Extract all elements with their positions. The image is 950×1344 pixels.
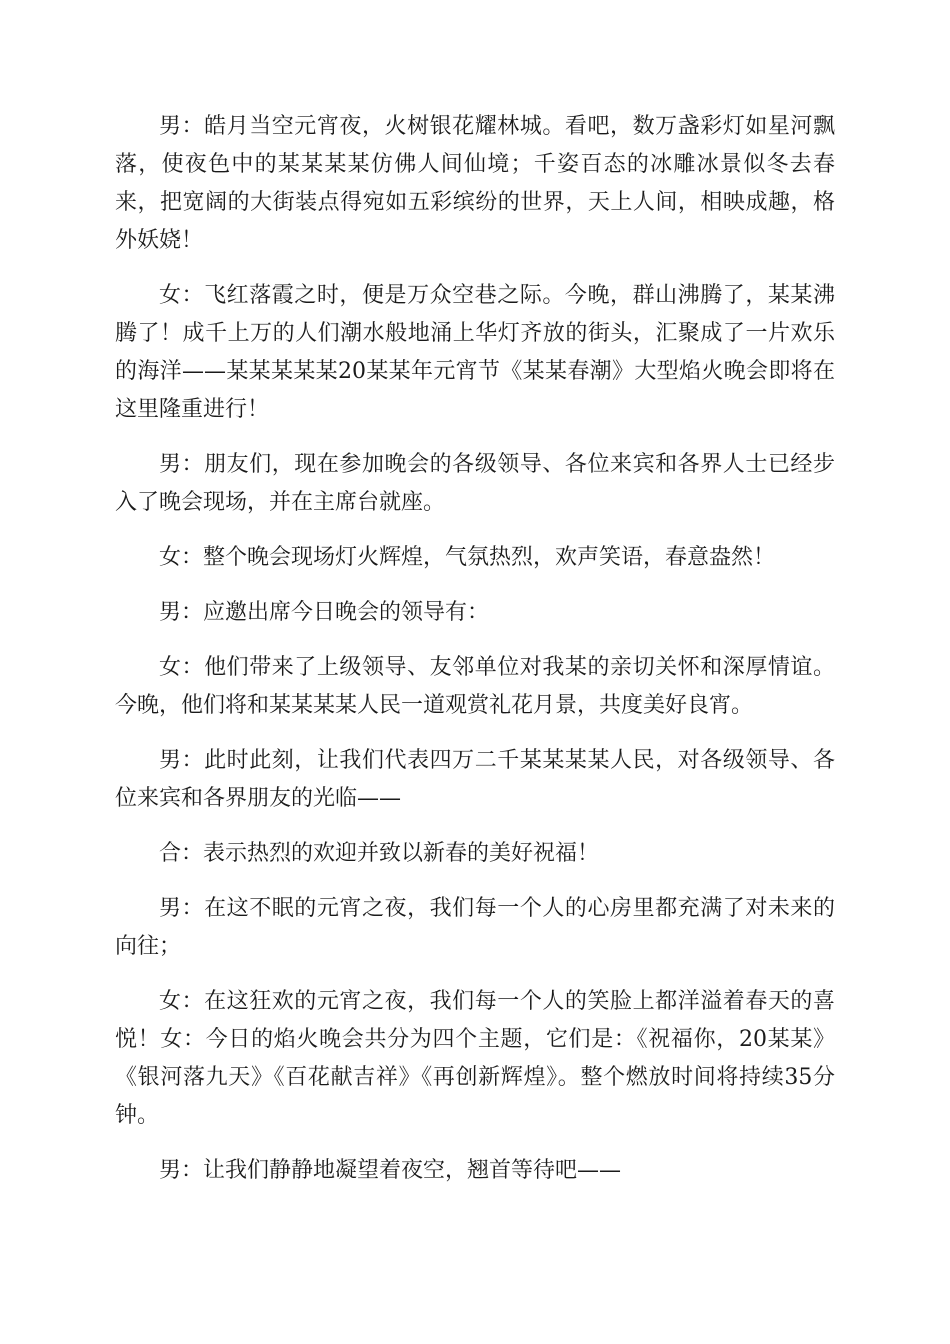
document-body <box>115 108 835 1207</box>
paragraph-together-blessing: 合：表示热烈的欢迎并致以新春的美好祝福！ <box>159 841 600 866</box>
paragraph-male-waiting: 男：让我们静静地凝望着夜空，翘首等待吧—— <box>159 1158 622 1183</box>
paragraph-female-care: 女：他们带来了上级领导、友邻单位对我某的亲切关怀和深厚情谊。今晚，他们将和某某某某人民一道观赏礼花月景，共度美好良宵。 <box>115 655 835 718</box>
paragraph-female-atmosphere: 女：整个晚会现场灯火辉煌，气氛热烈，欢声笑语，春意盎然！ <box>159 545 776 570</box>
paragraph-female-opening: 女：飞红落霞之时，便是万众空巷之际。今晚，群山沸腾了，某某沸腾了！成千上万的人们潮水般地涌上华灯齐放的街头，汇聚成了一片欢乐的海洋——某某某某某20某某年元宵节《某某春潮》大型焰火晚会即将在这里隆重进行！ <box>115 283 835 422</box>
paragraph-male-guests: 男：朋友们，现在参加晚会的各级领导、各位来宾和各界人士已经步入了晚会现场，并在主席台就座。 <box>115 452 835 515</box>
paragraph-male-future: 男：在这不眠的元宵之夜，我们每一个人的心房里都充满了对未来的向往； <box>115 896 835 959</box>
paragraph-male-welcome: 男：此时此刻，让我们代表四万二千某某某某人民，对各级领导、各位来宾和各界朋友的光临—— <box>115 748 835 811</box>
paragraph-female-themes: 女：在这狂欢的元宵之夜，我们每一个人的笑脸上都洋溢着春天的喜悦！女：今日的焰火晚会共分为四个主题，它们是：《祝福你，20某某》《银河落九天》《百花献吉祥》《再创新辉煌》。整个燃放时间将持续35分钟。 <box>115 989 835 1128</box>
paragraph-male-leaders: 男：应邀出席今日晚会的领导有： <box>159 600 490 625</box>
paragraph-male-opening: 男：皓月当空元宵夜，火树银花耀林城。看吧，数万盏彩灯如星河飘落，使夜色中的某某某某仿佛人间仙境；千姿百态的冰雕冰景似冬去春来，把宽阔的大街装点得宛如五彩缤纷的世界，天上人间，相映成趣，格外妖娆！ <box>115 114 835 253</box>
